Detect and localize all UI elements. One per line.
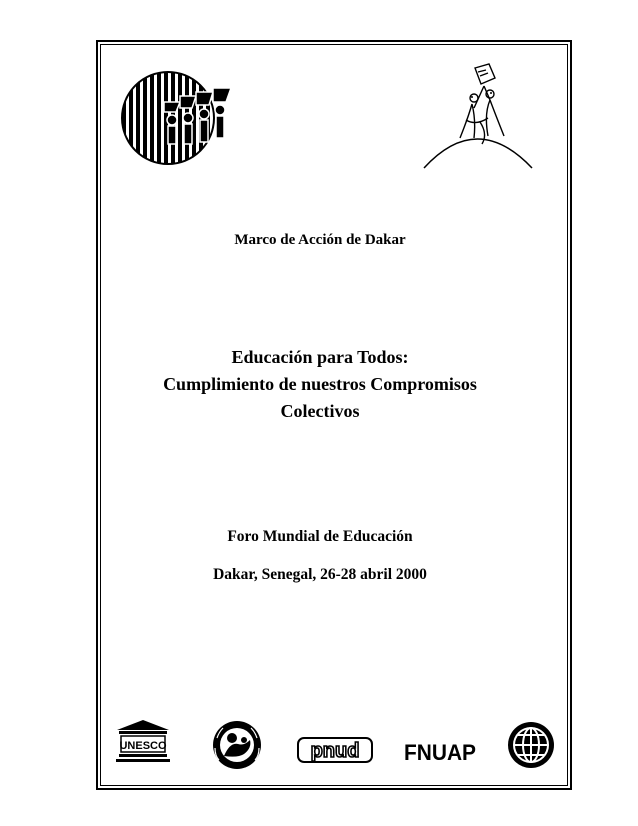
efa-forum-logo xyxy=(118,68,243,168)
unicef-logo xyxy=(210,718,264,772)
document-title-line-2: Cumplimiento de nuestros Compromisos xyxy=(163,374,477,394)
svg-text:pnud: pnud xyxy=(310,740,360,762)
document-title-line-1: Educación para Todos: xyxy=(231,347,409,367)
place-and-date: Dakar, Senegal, 26-28 abril 2000 xyxy=(213,566,427,583)
people-on-globe-logo xyxy=(420,60,535,170)
svg-text:FNUAP: FNUAP xyxy=(404,740,476,765)
world-bank-logo xyxy=(506,720,556,770)
document-subtitle: Marco de Acción de Dakar xyxy=(234,232,406,248)
forum-name: Foro Mundial de Educación xyxy=(227,528,413,545)
svg-text:UNESCO: UNESCO xyxy=(119,740,167,752)
document-title-line-3: Colectivos xyxy=(280,401,360,421)
fnuap-logo xyxy=(404,736,480,766)
pnud-logo xyxy=(296,732,376,766)
unesco-logo xyxy=(113,718,173,764)
